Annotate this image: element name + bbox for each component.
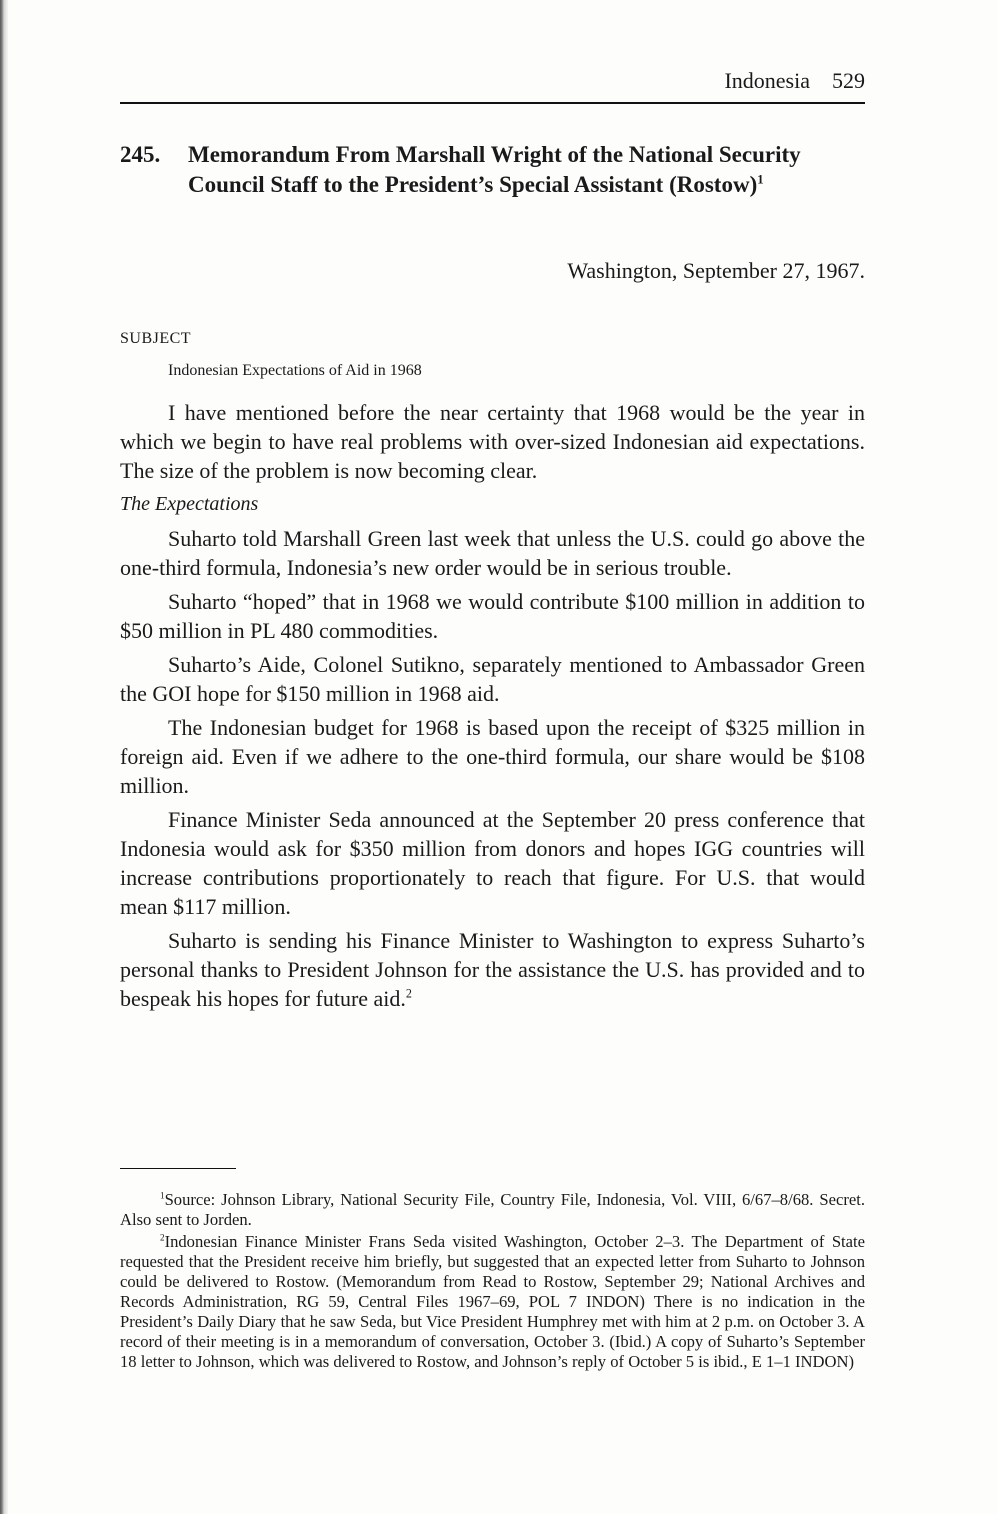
document-page [120,66,865,1371]
footnote-text: Indonesian Finance Minister Frans Seda visited Washington, October 2–3. The Department of State requested that the President receive him briefly, but suggested that an expected letter from Suharto to Johnson could be delivered to Rostow. (Memorandum from Read to Rostow, September 29; National Archives and Records Administration, RG 59, Central Files 1967–69, POL 7 INDON) There is no indication in the President’s Daily Diary that he saw Seda, but Vice President Humphrey met with him at 2 p.m. on October 3. A record of their meeting is in a memorandum of conversation, October 3. (Ibid.) A copy of Suharto’s September 18 letter to Johnson, which was delivered to Rostow, and Johnson’s reply of October 5 is ibid., E 1–1 INDON) [120,1232,865,1371]
footnote-text: Source: Johnson Library, National Security File, Country File, Indonesia, Vol. VIII, 6/67–8/68. Secret. Also sent to Jorden. [120,1190,865,1229]
document-title [188,140,865,200]
intro-paragraph: I have mentioned before the near certainty that 1968 would be the year in which we begin to have real problems with over-sized Indonesian aid expectations. The size of the problem is now becoming clear. [120,400,865,483]
body-paragraph: Finance Minister Seda announced at the September 20 press conference that Indonesia would ask for $350 million from donors and hopes IGG countries will increase contributions proportionately to reach that figure. For U.S. that would mean $117 million. [120,807,865,919]
document-number: 245. [120,142,161,167]
body-paragraph: Suharto told Marshall Green last week that unless the U.S. could go above the one-third formula, Indonesia’s new order would be in serious trouble. [120,526,865,580]
body-paragraph: Suharto “hoped” that in 1968 we would contribute $100 million in addition to $50 million in PL 480 commodities. [120,589,865,643]
body-footnote-ref: 2 [405,986,412,1001]
scan-binding-edge [0,0,8,1514]
document-heading [120,140,865,200]
running-head [120,66,865,104]
footnote-marker: 1 [160,1190,165,1201]
body-paragraph: Suharto’s Aide, Colonel Sutikno, separately mentioned to Ambassador Green the GOI hope for $150 million in 1968 aid. [120,652,865,706]
page-number: 529 [832,68,865,93]
closing-paragraph-text: Suharto is sending his Finance Minister to Washington to express Suharto’s personal thanks to President Johnson for the assistance the U.S. has provided and to bespeak his hopes for future aid. [120,928,865,1011]
subject-label: SUBJECT [120,330,192,347]
body-paragraph: The Indonesian budget for 1968 is based upon the receipt of $325 million in foreign aid. Even if we adhere to the one-third formula, our share would be $108 million. [120,715,865,798]
closing-paragraph [120,926,865,1013]
section-heading: The Expectations [120,493,259,515]
memo-body [120,398,865,1013]
subject-text: Indonesian Expectations of Aid in 1968 [168,362,422,379]
footnote-divider [120,1168,236,1169]
footnote [120,1190,865,1230]
footnote [120,1232,865,1372]
dateline: Washington, September 27, 1967. [567,258,865,283]
footnote-marker: 2 [160,1232,165,1243]
running-head-title: Indonesia [724,68,810,93]
footnotes [120,1190,865,1374]
title-footnote-ref: 1 [757,172,764,187]
document-title-text: Memorandum From Marshall Wright of the National Security Council Staff to the President’s Special Assistant (Rostow) [188,142,801,197]
